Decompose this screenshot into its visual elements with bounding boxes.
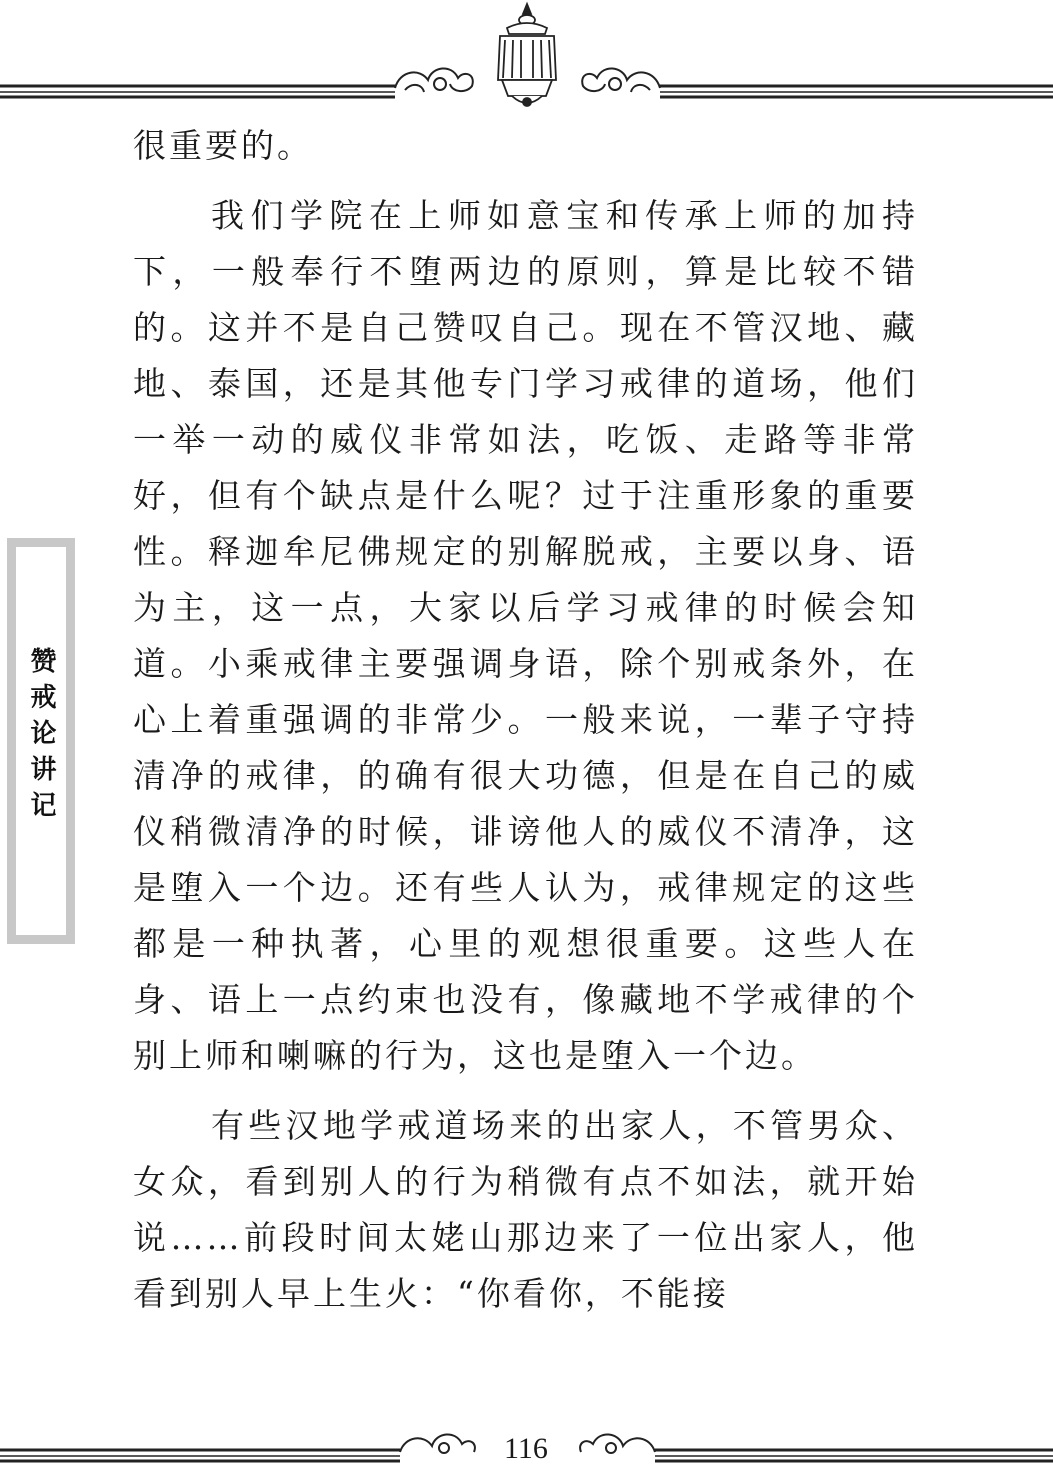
right-cloud-icon <box>582 68 660 92</box>
left-cloud-icon <box>395 68 473 92</box>
book-title: 赞戒论讲记 <box>26 647 56 827</box>
side-title-tab <box>7 538 75 944</box>
page-body <box>133 118 918 1322</box>
header-ornament <box>0 0 1053 115</box>
victory-banner-icon <box>498 4 556 106</box>
footer-right-cloud-icon <box>580 1434 655 1453</box>
side-title-panel <box>16 547 66 935</box>
paragraph-continued: 很重要的。 <box>133 126 313 165</box>
footer-left-cloud-icon <box>400 1434 475 1453</box>
paragraph: 有些汉地学戒道场来的出家人，不管男众、女众，看到别人的行为稍微有点不如法，就开始说……前段时间太姥山那边来了一位出家人，他看到别人早上生火：“你看你，不能接 <box>133 1106 918 1313</box>
page-number: 116 <box>476 1430 576 1468</box>
paragraph: 我们学院在上师如意宝和传承上师的加持下，一般奉行不堕两边的原则，算是比较不错的。这并不是自己赞叹自己。现在不管汉地、藏地、泰国，还是其他专门学习戒律的道场，他们一举一动的威仪非常如法，吃饭、走路等非常好，但有个缺点是什么呢？过于注重形象的重要性。释迦牟尼佛规定的别解脱戒，主要以身、语为主，这一点，大家以后学习戒律的时候会知道。小乘戒律主要强调身语，除个别戒条外，在心上着重强调的非常少。一般来说，一辈子守持清净的戒律，的确有很大功德，但是在自己的威仪稍微清净的时候，诽谤他人的威仪不清净，这是堕入一个边。还有些人认为，戒律规定的这些都是一种执著，心里的观想很重要。这些人在身、语上一点约束也没有，像藏地不学戒律的个别上师和喇嘛的行为，这也是堕入一个边。 <box>133 196 918 1075</box>
